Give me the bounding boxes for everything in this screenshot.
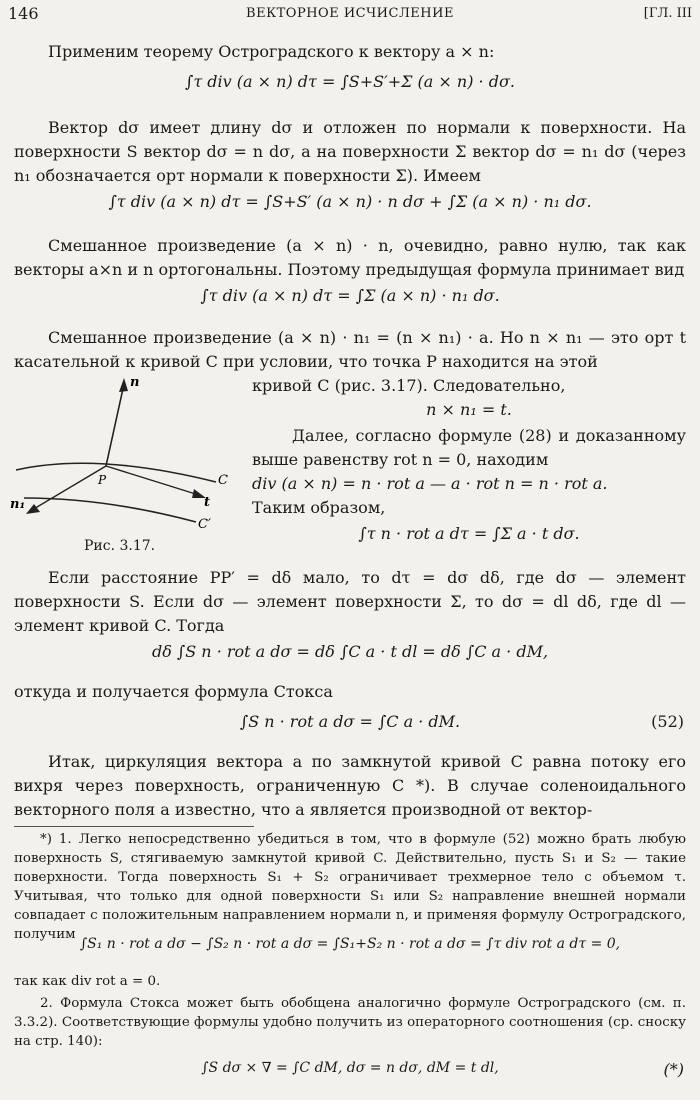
tangent-vector-t — [106, 466, 202, 496]
footnote-equation-2-body: ∫S dσ × ∇ = ∫C dM, dσ = n dσ, dM = t dl, — [201, 1060, 499, 1076]
normal-vector-n1 — [32, 466, 106, 510]
figure-caption: Рис. 3.17. — [84, 538, 156, 554]
equation-7: dδ ∫S n · rot a dσ = dδ ∫C a · t dl = dδ ∫C a · dM, — [151, 642, 549, 661]
paragraph-2: Вектор dσ имеет длину dσ и отложен по нормали к поверхности. На поверхности S вектор dσ = n dσ, а на поверхности Σ вектор dσ = n₁ dσ (через n₁ обозначается орт нормали к поверхности Σ). Имеем — [14, 118, 686, 185]
normal-vector-n — [106, 384, 124, 466]
label-t: t — [204, 495, 211, 510]
label-c: C — [218, 473, 228, 488]
curve-c-prime — [24, 498, 196, 522]
running-title: ВЕКТОРНОЕ ИСЧИСЛЕНИЕ — [246, 6, 454, 21]
label-p: P — [98, 473, 107, 487]
paragraph-7: Если расстояние PP′ = dδ мало, то dτ = dσ dδ, где dσ — элемент поверхности S. Если dσ — элемент поверхности Σ, то dσ = dl dδ, где dl — элемент кривой C. Тогда — [14, 568, 686, 635]
footnote-3: 2. Формула Стокса может быть обобщена аналогично формуле Остроградского (см. п. 3.3.2). Соответствующие формулы удобно получить из операторного соотношения (ср. сноску на стр. 140): — [14, 996, 686, 1049]
label-n: n — [130, 375, 140, 390]
paragraph-8: откуда и получается формула Стокса — [14, 682, 333, 701]
paragraph-1: Применим теорему Остроградского к вектору a × n: — [48, 42, 495, 61]
label-c-prime: C′ — [198, 517, 211, 532]
equation-3: ∫τ div (a × n) dτ = ∫Σ (a × n) · n₁ dσ. — [200, 286, 500, 305]
paragraph-5: Далее, согласно формуле (28) и доказанному выше равенству rot n = 0, находим — [252, 426, 686, 469]
label-n1: n₁ — [10, 497, 26, 512]
equation-4: n × n₁ = t. — [426, 400, 512, 419]
footnote-equation-tag: (*) — [663, 1060, 684, 1079]
equation-number-52: (52) — [651, 712, 684, 731]
arrowhead-n-icon — [119, 378, 128, 392]
running-header — [8, 4, 692, 26]
equation-8 — [0, 712, 700, 731]
equation-5: div (a × n) = n · rot a — a · rot n = n · rot a. — [252, 474, 608, 493]
figure-3-17 — [6, 370, 246, 560]
paragraph-6: Таким образом, — [252, 498, 386, 517]
footnote-equation-1: ∫S₁ n · rot a dσ − ∫S₂ n · rot a dσ = ∫S₁+S₂ n · rot a dσ = ∫τ div rot a dτ = 0, — [79, 936, 621, 952]
arrowhead-n1-icon — [26, 504, 40, 514]
paragraph-3: Смешанное произведение (a × n) · n, очевидно, равно нулю, так как векторы a×n и n ортогональны. Поэтому предыдущая формула принимает вид — [14, 236, 686, 279]
page-number: 146 — [8, 4, 39, 23]
curve-c — [16, 463, 216, 482]
footnote-equation-2 — [0, 1060, 700, 1079]
equation-6: ∫τ n · rot a dτ = ∫Σ a · t dσ. — [358, 524, 580, 543]
paragraph-4-continued: кривой C (рис. 3.17). Следовательно, — [252, 376, 566, 395]
equation-8-body: ∫S n · rot a dσ = ∫C a · dM. — [239, 712, 461, 731]
footnote-2: так как div rot a = 0. — [14, 974, 161, 989]
paragraph-9: Итак, циркуляция вектора a по замкнутой кривой C равна потоку его вихря через поверхность, ограниченную C *). В случае соленоидального векторного поля a известно, что a является производной от вектор- — [14, 752, 686, 819]
footnote-1: *) 1. Легко непосредственно убедиться в том, что в формуле (52) можно брать любую поверхность S, стягиваемую замкнутой кривой C. Действительно, пусть S₁ и S₂ — такие поверхности. Тогда поверхность S₁ + S₂ ограничивает трехмерное тело с объемом τ. Учитывая, что только для одной поверхности S₁ или S₂ направление внешней нормали совпадает с положительным направлением нормали n, и применяя формулу Остроградского, получим — [14, 832, 686, 942]
footnote-rule — [14, 826, 254, 827]
paragraph-4: Смешанное произведение (a × n) · n₁ = (n × n₁) · a. Но n × n₁ — это орт t касательной к кривой C при условии, что точка P находится на этой — [14, 328, 686, 371]
chapter-mark: [ГЛ. III — [643, 6, 692, 21]
equation-1: ∫τ div (a × n) dτ = ∫S+S′+Σ (a × n) · dσ. — [185, 72, 515, 91]
equation-2: ∫τ div (a × n) dτ = ∫S+S′ (a × n) · n dσ + ∫Σ (a × n) · n₁ dσ. — [108, 192, 592, 211]
